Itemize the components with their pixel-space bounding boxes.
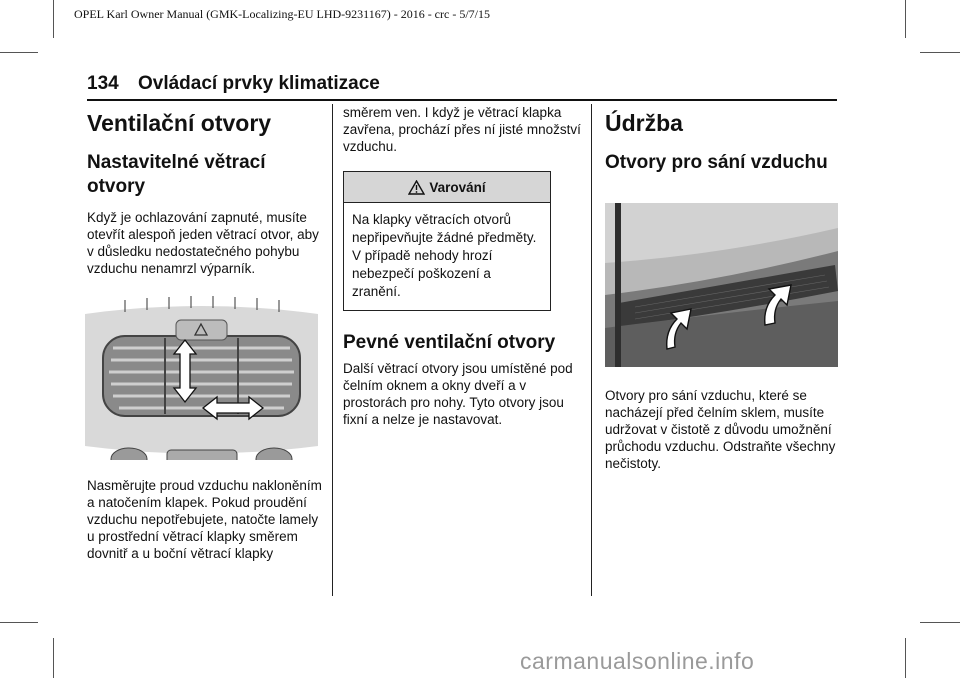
header-rule — [87, 99, 837, 101]
warning-body — [344, 203, 550, 310]
subsection-title: Otvory pro sání vzduchu — [605, 152, 828, 173]
crop-mark — [920, 52, 960, 53]
crop-mark — [0, 52, 38, 53]
paragraph: Nasměrujte proud vzduchu nakloněním a natočením klapek. Pokud proudění vzduchu nepotřebujete, natočte lamely u prostřední větrací klapky směrem dovnitř a u boční větrací klapky — [87, 478, 322, 561]
page-header — [87, 73, 380, 95]
column-divider — [332, 104, 333, 596]
crop-mark — [905, 638, 906, 678]
warning-header — [344, 172, 550, 203]
warning-text: Na klapky větracích otvorů nepřipevňujte žádné předměty. V případě nehody hrozí nebezpečí poškození a zranění. — [352, 212, 537, 299]
warning-title: Varování — [429, 179, 486, 195]
paragraph: Další větrací otvory jsou umístěné pod čelním oknem a okny dveří a v prostorách pro nohy. Tyto otvory jsou fixní a nelze je nastavovat. — [343, 361, 573, 427]
paragraph: Otvory pro sání vzduchu, které se nacházejí před čelním sklem, musíte udržovat v čistotě z důvodu umožnění průchodu vzduchu. Odstraňte všechny nečistoty. — [605, 388, 836, 471]
page-number: 134 — [87, 73, 119, 94]
warning-icon — [408, 180, 425, 195]
watermark-logo: carmanualsonline.info — [520, 648, 755, 674]
crop-mark — [53, 638, 54, 678]
column-3 — [605, 104, 845, 472]
crop-mark — [0, 622, 38, 623]
crop-mark — [920, 622, 960, 623]
air-intake-illustration — [605, 203, 838, 367]
paragraph: směrem ven. I když je větrací klapka zavřena, prochází přes ní jisté množství vzduchu. — [343, 105, 581, 154]
subsection-title: Pevné ventilační otvory — [343, 332, 556, 353]
section-title: Údržba — [605, 110, 683, 136]
print-metadata: OPEL Karl Owner Manual (GMK-Localizing-EU LHD-9231167) - 2016 - crc - 5/7/15 — [74, 7, 490, 21]
chapter-title: Ovládací prvky klimatizace — [137, 73, 380, 94]
section-title: Ventilační otvory — [87, 110, 272, 136]
paragraph: Když je ochlazování zapnuté, musíte otevřít alespoň jeden větrací otvor, aby v důsledku nedostatečného pohybu vzduchu nenamrzl výparník. — [87, 210, 319, 276]
subsection-title: Nastavitelné větrací otvory — [87, 152, 266, 197]
column-1 — [87, 104, 322, 562]
warning-box — [343, 171, 551, 311]
column-2 — [343, 104, 583, 428]
vents-illustration — [85, 296, 318, 460]
column-divider — [591, 104, 592, 596]
crop-mark — [53, 0, 54, 38]
crop-mark — [905, 0, 906, 38]
